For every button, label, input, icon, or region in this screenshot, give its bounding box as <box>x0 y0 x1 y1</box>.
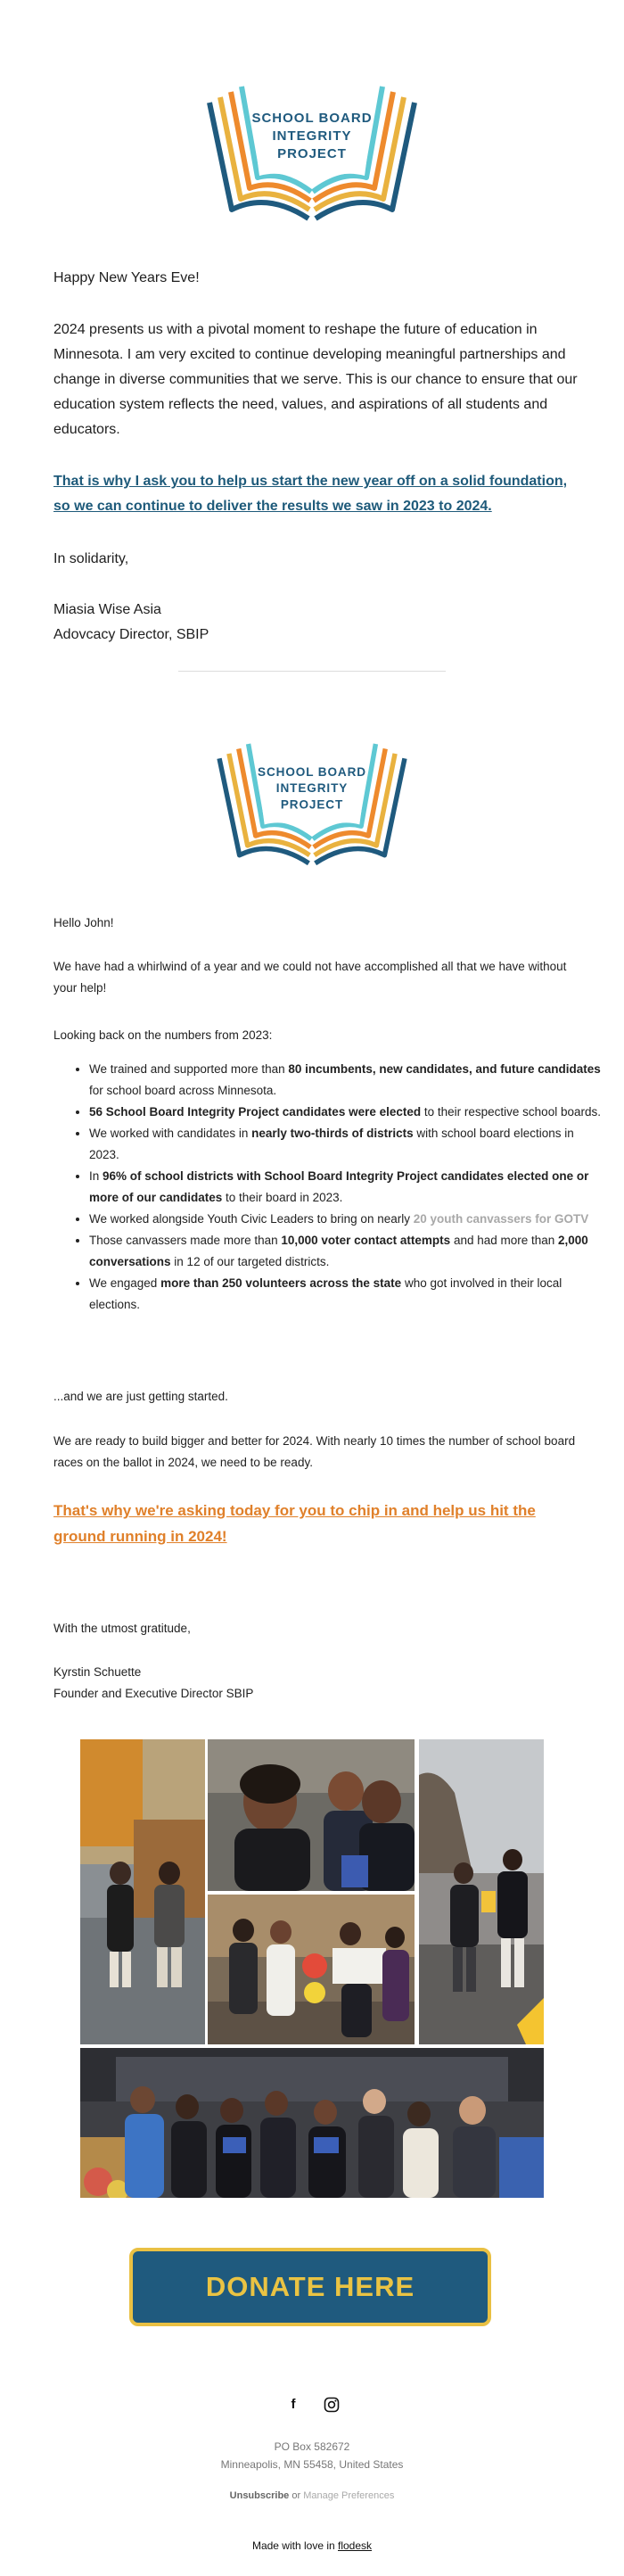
getting-started-line: ...and we are just getting started. <box>53 1390 228 1403</box>
ready-paragraph: We are ready to build bigger and better for 2024. With nearly 10 times the number of school board races on the ballot in 2024, we need to be ready. <box>53 1434 576 1469</box>
closing-1: In solidarity, <box>53 551 129 566</box>
manage-preferences-link[interactable]: Manage Preferences <box>303 2490 395 2501</box>
section-divider <box>178 671 446 672</box>
footer-address-2: Minneapolis, MN 55458, United States <box>220 2458 404 2471</box>
signer-title-2: Founder and Executive Director SBIP <box>53 1687 254 1700</box>
footer-links <box>0 2490 624 2501</box>
made-with-love-text: Made with love in <box>251 2539 338 2552</box>
photo-center-top <box>208 1739 415 1891</box>
footer-address-1: PO Box 582672 <box>274 2440 350 2453</box>
instagram-icon[interactable] <box>324 2397 340 2413</box>
lookback-line: Looking back on the numbers from 2023: <box>53 1028 273 1042</box>
made-with-love <box>0 2539 624 2552</box>
intro-paragraph-2: We have had a whirlwind of a year and we could not have accomplished all that we have without your help! <box>53 960 567 995</box>
list-item: • We worked with candidates in nearly two-thirds of districts with school board elections in 2023. <box>89 1123 606 1166</box>
cta-2-wrap <box>53 1499 579 1550</box>
greeting-1: Happy New Years Eve! <box>53 270 200 285</box>
logo2-line-3: PROJECT <box>280 797 344 812</box>
logo2-line-1: SCHOOL BOARD <box>258 765 366 780</box>
unsubscribe-link[interactable]: Unsubscribe <box>229 2490 290 2501</box>
footer-or: or <box>289 2490 304 2501</box>
logo2-line-2: INTEGRITY <box>275 781 349 796</box>
highlights-list <box>53 1059 606 1316</box>
list-item: • 56 School Board Integrity Project candidates were elected to their respective school boards. <box>89 1102 606 1123</box>
sbip-logo <box>201 76 423 227</box>
facebook-icon[interactable]: f <box>291 2397 296 2412</box>
donate-button[interactable]: DONATE HERE <box>129 2248 491 2326</box>
sbip-logo-2 <box>211 731 413 874</box>
closing-2: With the utmost gratitude, <box>53 1622 191 1635</box>
signer-name-1: Miasia Wise Asia <box>53 602 161 617</box>
logo-line-1: SCHOOL BOARD <box>251 111 373 126</box>
logo-line-2: INTEGRITY <box>272 128 352 144</box>
signer-title-1: Adovcacy Director, SBIP <box>53 627 209 642</box>
list-item: • We worked alongside Youth Civic Leaders to bring on nearly 20 youth canvassers for GOTV <box>89 1209 606 1230</box>
list-item: • Those canvassers made more than 10,000 voter contact attempts and had more than 2,000 conversations in 12 of our targeted districts. <box>89 1230 606 1273</box>
signer-name-2: Kyrstin Schuette <box>53 1665 142 1679</box>
cta-link-2[interactable]: That's why we're asking today for you to chip in and help us hit the ground running in 2024! <box>53 1502 536 1545</box>
cta-1-wrap <box>53 469 579 519</box>
list-item: • We engaged more than 250 volunteers across the state who got involved in their local elections. <box>89 1273 606 1316</box>
logo-line-3: PROJECT <box>277 146 347 161</box>
greeting-2: Hello John! <box>53 916 114 929</box>
photo-group <box>80 2048 544 2198</box>
cta-link-1[interactable]: That is why I ask you to help us start the new year off on a solid foundation, so we can continue to deliver the results we saw in 2023 to 2024. <box>53 474 568 514</box>
list-item: • In 96% of school districts with School Board Integrity Project candidates elected one or more of our candidates to their board in 2023. <box>89 1166 606 1209</box>
list-item: • We trained and supported more than 80 incumbents, new candidates, and future candidates for school board across Minnesota. <box>89 1059 606 1102</box>
photo-right <box>419 1739 544 2044</box>
photo-left <box>80 1739 205 2044</box>
intro-paragraph-1: 2024 presents us with a pivotal moment to reshape the future of education in Minnesota. I am very excited to continue developing meaningful partnerships and change in diverse communities that we serve. This is our chance to ensure that our education system reflects the need, values, and aspirations of all students and educators. <box>53 322 578 437</box>
flodesk-link[interactable]: flodesk <box>338 2539 373 2552</box>
photo-center-bottom <box>208 1895 415 2044</box>
